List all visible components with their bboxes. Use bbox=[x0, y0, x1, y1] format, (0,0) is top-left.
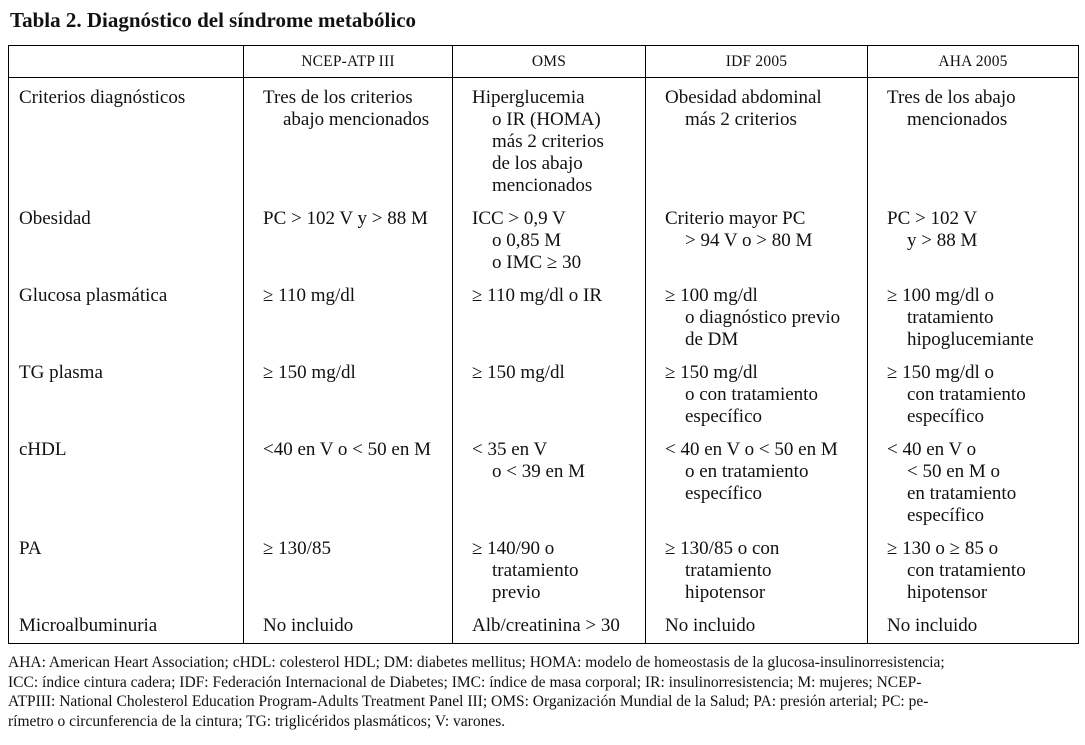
cell-line: Criterio mayor PC bbox=[665, 208, 806, 229]
cell-line: y > 88 M bbox=[907, 230, 978, 251]
cell-line: tratamiento bbox=[907, 307, 994, 328]
document-page bbox=[8, 6, 1078, 731]
header-row bbox=[9, 46, 1079, 78]
cell-line: de DM bbox=[685, 329, 739, 350]
table-cell bbox=[453, 439, 646, 538]
table-cell bbox=[453, 208, 646, 285]
cell-line: específico bbox=[907, 505, 985, 526]
cell-line: o IR (HOMA) bbox=[492, 109, 601, 130]
cell-line: PC > 102 V y > 88 M bbox=[263, 208, 428, 229]
table-cell bbox=[244, 208, 453, 285]
table-row bbox=[9, 78, 1079, 209]
table-row bbox=[9, 439, 1079, 538]
table-row bbox=[9, 615, 1079, 644]
cell-line: <40 en V o < 50 en M bbox=[263, 439, 431, 460]
cell-line: ≥ 140/90 o bbox=[472, 538, 555, 559]
cell-line: o diagnóstico previo bbox=[685, 307, 841, 328]
row-label: Glucosa plasmática bbox=[9, 285, 244, 362]
cell-line: hipoglucemiante bbox=[907, 329, 1034, 350]
table-cell bbox=[453, 538, 646, 615]
table-cell bbox=[244, 362, 453, 439]
cell-line: con tratamiento bbox=[907, 384, 1026, 405]
diagnostic-criteria-table bbox=[8, 45, 1079, 644]
cell-line: ≥ 110 mg/dl o IR bbox=[472, 285, 603, 306]
cell-line: ≥ 150 mg/dl bbox=[665, 362, 758, 383]
table-cell bbox=[453, 615, 646, 644]
table-cell bbox=[868, 285, 1079, 362]
table-row bbox=[9, 362, 1079, 439]
footnote-line: ICC: índice cintura cadera; IDF: Federación Internacional de Diabetes; IMC: índice de masa corporal; IR: insulinorresistencia; M: mujeres; NCEP- bbox=[8, 673, 922, 691]
cell-line: tratamiento bbox=[685, 560, 772, 581]
cell-line: ≥ 110 mg/dl bbox=[263, 285, 356, 306]
table-cell bbox=[244, 78, 453, 209]
header-ncep-atp-iii: NCEP-ATP III bbox=[244, 46, 453, 78]
table-cell bbox=[646, 362, 868, 439]
cell-line: ≥ 150 mg/dl bbox=[472, 362, 565, 383]
table-cell bbox=[646, 615, 868, 644]
cell-line: hipotensor bbox=[685, 582, 766, 603]
table-cell bbox=[646, 208, 868, 285]
footnote-line: ATPIII: National Cholesterol Education Program-Adults Treatment Panel III; OMS: Organización Mundial de la Salud; PA: presión arterial; PC: pe- bbox=[8, 693, 929, 710]
cell-line: ≥ 130/85 o con bbox=[665, 538, 780, 559]
table-cell bbox=[646, 78, 868, 209]
cell-line: o IMC ≥ 30 bbox=[492, 252, 582, 273]
cell-line: ≥ 130 o ≥ 85 o bbox=[887, 538, 999, 559]
header-oms: OMS bbox=[453, 46, 646, 78]
cell-line: < 50 en M o bbox=[907, 461, 1001, 482]
table-row bbox=[9, 538, 1079, 615]
cell-line: Alb/creatinina > 30 bbox=[472, 615, 620, 636]
table-cell bbox=[868, 208, 1079, 285]
table-cell bbox=[244, 538, 453, 615]
cell-line: mencionados bbox=[492, 175, 593, 196]
table-cell bbox=[453, 362, 646, 439]
cell-line: específico bbox=[907, 406, 985, 427]
cell-line: con tratamiento bbox=[907, 560, 1026, 581]
table-cell bbox=[868, 78, 1079, 209]
cell-line: más 2 criterios bbox=[492, 131, 604, 152]
cell-line: o en tratamiento bbox=[685, 461, 809, 482]
table-cell bbox=[244, 285, 453, 362]
cell-line: mencionados bbox=[907, 109, 1008, 130]
cell-line: específico bbox=[685, 406, 763, 427]
cell-line: de los abajo bbox=[492, 153, 583, 174]
table-cell bbox=[453, 285, 646, 362]
cell-line: previo bbox=[492, 582, 541, 603]
cell-line: Hiperglucemia bbox=[472, 87, 585, 108]
cell-line: abajo mencionados bbox=[283, 109, 430, 130]
cell-line: Obesidad abdominal bbox=[665, 87, 822, 108]
cell-line: < 40 en V o < 50 en M bbox=[665, 439, 838, 460]
cell-line: > 94 V o > 80 M bbox=[685, 230, 813, 251]
footnote-line: AHA: American Heart Association; cHDL: colesterol HDL; DM: diabetes mellitus; HOMA: modelo de homeostasis de la glucosa-insulinorresistencia; bbox=[8, 654, 945, 671]
cell-line: ≥ 130/85 bbox=[263, 538, 331, 559]
cell-line: ≥ 100 mg/dl bbox=[665, 285, 758, 306]
cell-line: en tratamiento bbox=[907, 483, 1017, 504]
table-header bbox=[9, 46, 1079, 78]
header-aha-2005: AHA 2005 bbox=[868, 46, 1079, 78]
cell-line: ≥ 150 mg/dl o bbox=[887, 362, 995, 383]
table-cell bbox=[646, 538, 868, 615]
row-label: Criterios diagnósticos bbox=[9, 78, 244, 209]
cell-line: ICC > 0,9 V bbox=[472, 208, 566, 229]
cell-line: específico bbox=[685, 483, 763, 504]
cell-line: ≥ 150 mg/dl bbox=[263, 362, 356, 383]
table-cell bbox=[646, 439, 868, 538]
table-cell bbox=[244, 615, 453, 644]
cell-line: Tres de los abajo bbox=[887, 87, 1016, 108]
row-label: TG plasma bbox=[9, 362, 244, 439]
header-idf-2005: IDF 2005 bbox=[646, 46, 868, 78]
cell-line: o 0,85 M bbox=[492, 230, 562, 251]
cell-line: Tres de los criterios bbox=[263, 87, 413, 108]
table-title: Tabla 2. Diagnóstico del síndrome metabólico bbox=[10, 8, 417, 32]
row-label: PA bbox=[9, 538, 244, 615]
row-label: Microalbuminuria bbox=[9, 615, 244, 644]
table-cell bbox=[868, 615, 1079, 644]
cell-line: No incluido bbox=[887, 615, 978, 636]
table-cell bbox=[868, 439, 1079, 538]
table-footnote bbox=[8, 653, 1078, 731]
table-row bbox=[9, 208, 1079, 285]
cell-line: < 40 en V o bbox=[887, 439, 977, 460]
table-cell bbox=[868, 362, 1079, 439]
table-cell bbox=[646, 285, 868, 362]
header-empty-cell bbox=[9, 46, 244, 78]
cell-line: ≥ 100 mg/dl o bbox=[887, 285, 995, 306]
footnote-line: rímetro o circunferencia de la cintura; TG: triglicéridos plasmáticos; V: varones. bbox=[8, 712, 506, 730]
cell-line: tratamiento bbox=[492, 560, 579, 581]
cell-line: < 35 en V bbox=[472, 439, 548, 460]
table-cell bbox=[244, 439, 453, 538]
cell-line: o < 39 en M bbox=[492, 461, 586, 482]
cell-line: más 2 criterios bbox=[685, 109, 797, 130]
cell-line: No incluido bbox=[665, 615, 756, 636]
cell-line: hipotensor bbox=[907, 582, 988, 603]
row-label: cHDL bbox=[9, 439, 244, 538]
table-cell bbox=[453, 78, 646, 209]
table-body bbox=[9, 78, 1079, 644]
table-cell bbox=[868, 538, 1079, 615]
cell-line: PC > 102 V bbox=[887, 208, 978, 229]
row-label: Obesidad bbox=[9, 208, 244, 285]
cell-line: o con tratamiento bbox=[685, 384, 818, 405]
cell-line: No incluido bbox=[263, 615, 354, 636]
table-row bbox=[9, 285, 1079, 362]
